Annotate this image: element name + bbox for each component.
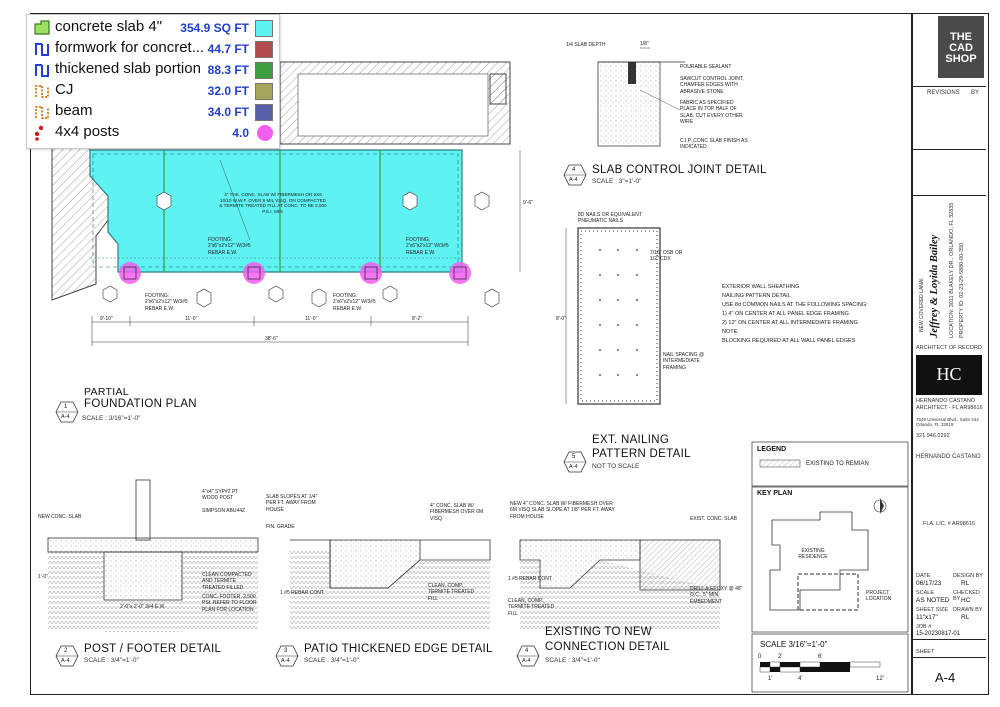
- joint-note: C.I.P. CONC SLAB FINISH AS INDICATED.: [680, 138, 748, 151]
- legend-row-posts[interactable]: [31, 123, 275, 142]
- post-section-marker: [55, 644, 79, 668]
- linear-icon: [33, 41, 51, 57]
- count-icon: [33, 125, 51, 141]
- legend-swatch: [255, 20, 273, 37]
- scale-value: AS NOTED: [916, 597, 950, 604]
- by-label: BY: [971, 90, 980, 96]
- scale-tick: 1': [768, 676, 773, 682]
- revisions-box: [913, 86, 986, 150]
- connection-section-marker: [516, 644, 540, 668]
- legend-row-cj[interactable]: [31, 81, 275, 100]
- architect-name: HERNANDO CASTANO: [916, 398, 976, 404]
- connection-note: NEW 4" CONC. SLAB W/ FIBERMESH OVER 6M VISQ SLAB SLOPE AT 1/8" PER FT. AWAY FROM HOUSE: [510, 501, 615, 520]
- joint-title: SLAB CONTROL JOINT DETAIL: [592, 164, 767, 176]
- legend-row-thickened-slab[interactable]: [31, 60, 275, 79]
- checked-label: CHECKED BY: [953, 590, 980, 602]
- architect-address: 7649 Universal Blvd., Suite 444 Orlando, FL 32819: [916, 417, 979, 427]
- marker-number: 5: [572, 454, 576, 460]
- legend-swatch: [255, 104, 273, 121]
- key-plan-project: PROJECT LOCATION: [866, 590, 892, 603]
- legend-value: 4.0: [232, 126, 249, 140]
- sheet-label: SHEET: [916, 649, 935, 655]
- architect-phone: 321.946.0292: [916, 433, 950, 439]
- date-value: 06/17/23: [916, 580, 942, 587]
- seal-name: HERNANDO CASTANO: [916, 454, 981, 460]
- spec-title: EXTERIOR WALL SHEATHING: [722, 284, 800, 290]
- client-name: Jeffrey & Loyida Bailey: [929, 234, 940, 338]
- logo-line3: SHOP: [945, 53, 977, 65]
- post-note: CONC. FOOTER, 2,500 PSI. REFER TO FLOOR PLAN FOR LOCATION: [202, 594, 257, 613]
- marker-number: 1: [64, 404, 68, 410]
- marker-sheet: A-4: [61, 658, 70, 664]
- legend-row-formwork[interactable]: [31, 39, 275, 58]
- post-marker-1: [119, 262, 141, 284]
- post-note: NEW CONC. SLAB: [38, 514, 82, 520]
- post-note: 2'-0"x 2'-0" 3#4 E.W.: [120, 604, 166, 610]
- date-label: DATE: [916, 573, 931, 579]
- plan-title-line1: PARTIAL: [84, 386, 129, 398]
- spec-line: 1) 4" ON CENTER AT ALL PANEL EDGE FRAMING: [722, 311, 849, 317]
- legend-value: 32.0 FT: [207, 84, 249, 98]
- control-joint-drawing: [598, 48, 685, 146]
- marker-sheet: A-4: [281, 658, 290, 664]
- legend-swatch: [257, 125, 273, 141]
- post-marker-2: [243, 262, 265, 284]
- footing-note: FOOTING: 2'x6"x2'x12" W/3#5 REBAR E.W.: [145, 293, 188, 312]
- connection-scale: SCALE : 3/4"=1'-0": [545, 657, 600, 664]
- legend-value: 88.3 FT: [207, 63, 249, 77]
- takeoff-legend-panel: [26, 14, 280, 149]
- nailing-scale: NOT TO SCALE: [592, 463, 640, 470]
- post-scale: SCALE : 3/4"=1'-0": [84, 657, 139, 664]
- legend-label: concrete slab 4": [55, 18, 163, 35]
- spec-line: BLOCKING REQUIRED AT ALL WALL PANEL EDGES: [722, 338, 856, 344]
- post-note: CLEAN COMPACTED AND TERMITE TREATED FILLED: [202, 572, 252, 591]
- architect-title: ARCHITECT - FL AR98616: [916, 405, 983, 411]
- legend-box-item: EXISTING TO REMIAN: [806, 461, 869, 467]
- scale-bar-drawing: [760, 662, 880, 672]
- dimension-label: 11'-0": [305, 316, 318, 322]
- marker-number: 2: [64, 648, 68, 654]
- marker-sheet: A-4: [522, 658, 531, 664]
- seal-box: [913, 451, 986, 572]
- area-icon: [33, 20, 51, 36]
- legend-row-concrete-slab[interactable]: [31, 18, 275, 37]
- nailing-height: 8'-0": [556, 316, 566, 322]
- plan-title-line2: FOUNDATION PLAN: [84, 398, 197, 410]
- property-id: PROPERTY ID: 02-23-29-5880-00-350: [959, 242, 965, 338]
- connection-note: 1 #5 REBAR CONT.: [508, 576, 553, 582]
- connection-note: CLEAN, COMP., TERMITE TREATED FILL: [508, 598, 555, 617]
- architect-heading: ARCHITECT OF RECORD: [916, 345, 982, 351]
- legend-swatch: [255, 83, 273, 100]
- spec-line: NOTE:: [722, 329, 739, 335]
- post-title: POST / FOOTER DETAIL: [84, 643, 222, 655]
- dimension-side: 9'-6": [523, 200, 533, 206]
- svg-text:HC: HC: [936, 364, 962, 384]
- marker-number: 4: [572, 167, 576, 173]
- scale-bar-title: SCALE 3/16"=1'-0": [760, 640, 828, 649]
- revisions-label: REVISIONS: [927, 90, 960, 96]
- drawn-label: DRAWN BY: [953, 607, 983, 613]
- logo-line1: THE: [950, 31, 972, 43]
- license-number: FLA. LIC. # AR98616: [923, 521, 975, 527]
- nailing-top-note: 8D NAILS OR EQUIVALENT PNEUMATIC NAILS: [578, 212, 642, 225]
- scale-tick: 2': [778, 654, 783, 660]
- sheet-number: A-4: [935, 670, 956, 685]
- post-note: SIMPSON ABU44Z: [202, 508, 246, 514]
- connection-note: EXIST. CONC. SLAB: [690, 516, 737, 522]
- marker-sheet: A-4: [569, 464, 578, 470]
- designed-label: DESIGN BY: [953, 573, 983, 579]
- dimension-label: 9'-10": [100, 316, 113, 322]
- footing-note: FOOTING: 2'x6"x2'x12" W/3#5 REBAR E.W.: [406, 237, 449, 256]
- slab-note: 4" THK. CONC. SLAB W/ FIBERMESH OR 6X6 10/10 W.W.F. OVER 6 MIL VISQ. ON COMPACTED & TERMITE TREATED FILL AT CONC. TO BE 2,500 P.S.I. MIN.: [219, 192, 327, 215]
- job-value: 15-20230817-01: [916, 631, 961, 637]
- key-plan-title: KEY PLAN: [757, 490, 793, 497]
- legend-swatch: [255, 62, 273, 79]
- patio-note: CLEAN, COMP., TERMITE TREATED FILL: [428, 583, 475, 602]
- cad-shop-logo: [938, 16, 984, 78]
- connection-title-line2: CONNECTION DETAIL: [545, 641, 671, 653]
- hc-monogram-icon: [916, 355, 982, 395]
- legend-label: formwork for concret...: [55, 39, 205, 56]
- nailing-panel: [566, 228, 660, 404]
- dimension-label: 11'-0": [185, 316, 198, 322]
- legend-label: CJ: [55, 81, 74, 98]
- legend-value: 34.0 FT: [207, 105, 249, 119]
- linear-icon: [33, 62, 51, 78]
- patio-scale: SCALE : 3/4"=1'-0": [304, 657, 359, 664]
- job-label: JOB #: [916, 624, 932, 630]
- designed-value: RL: [961, 580, 970, 587]
- patio-note: SLAB SLOPES AT 1/4" PER FT. AWAY FROM HOUSE: [266, 494, 318, 513]
- patio-note: 4" CONC. SLAB W/ FIBERMESH OVER 6M VISQ.: [430, 503, 484, 522]
- joint-note: SAWCUT CONTROL JOINT, CHAMFER EDGES WITH ABRASIVE STONE: [680, 76, 744, 95]
- scale-label: SCALE: [916, 590, 935, 596]
- spec-sub: NAILING PATTERN DETAIL: [722, 293, 791, 299]
- post-marker-3: [360, 262, 382, 284]
- post-marker-4: [449, 262, 471, 284]
- patio-title: PATIO THICKENED EDGE DETAIL: [304, 643, 493, 655]
- connection-title-line1: EXISTING TO NEW: [545, 626, 652, 638]
- marker-number: 4: [525, 648, 529, 654]
- legend-value: 44.7 FT: [207, 42, 249, 56]
- post-dim: 1'-0": [38, 574, 48, 580]
- dimension-total: 38'-6": [265, 336, 278, 342]
- legend-label: 4x4 posts: [55, 123, 120, 140]
- dimension-label: 8'-2": [412, 316, 422, 322]
- client-box: [913, 195, 986, 345]
- footing-note: FOOTING: 2'x6"x2'x12" W/3#5 REBAR E.W.: [208, 237, 251, 256]
- connection-note: DRILL & EPOXY @ 48" O.C., 5" MIN. EMBEDMENT: [690, 586, 743, 605]
- spec-line: 2) 12" ON CENTER AT ALL INTERMEDIATE FRAMING: [722, 320, 858, 326]
- architect-box: [913, 343, 986, 452]
- patio-note: FIN. GRADE: [266, 524, 295, 530]
- checked-value: HC: [961, 597, 971, 604]
- patio-note: 1 #5 REBAR CONT.: [280, 590, 325, 596]
- patio-section-marker: [275, 644, 299, 668]
- size-label: SHEET SIZE: [916, 607, 948, 613]
- project-name: NEW COVERED LANAI: [919, 278, 925, 332]
- info-grid: [913, 571, 986, 640]
- key-plan-existing: EXISTING RESIDENCE: [798, 548, 828, 561]
- joint-scale: SCALE : 3"=1'-0": [592, 178, 642, 185]
- joint-note: FABRIC AS SPECIFIED PLACE IN TOP HALF OF SLAB, CUT EVERY OTHER WIRE: [680, 100, 743, 125]
- marker-sheet: A-4: [569, 177, 578, 183]
- joint-top-label: 1/4 SLAB DEPTH: [566, 42, 606, 48]
- legend-label: beam: [55, 102, 93, 119]
- scale-tick: 0: [758, 654, 762, 660]
- scale-tick: 4': [798, 676, 803, 682]
- dashed-linear-icon: [33, 104, 51, 120]
- nailing-section-marker: [563, 450, 587, 474]
- nailing-spacing-note: NAIL SPACING @ INTERMEDIATE FRAMING: [663, 352, 704, 371]
- sheet-number-box: [913, 649, 986, 693]
- logo-line2: CAD: [949, 42, 973, 54]
- legend-label: thickened slab portion: [55, 60, 201, 77]
- marker-sheet: A-4: [61, 414, 70, 420]
- nailing-title-line2: PATTERN DETAIL: [592, 448, 691, 460]
- plan-scale: SCALE : 3/16"=1'-0": [82, 415, 141, 422]
- nailing-osb-note: 7/16" OSB OR 1/2" CDX: [650, 250, 683, 263]
- legend-swatch: [255, 41, 273, 58]
- joint-note: POURABLE SEALANT: [680, 64, 732, 70]
- plan-section-marker: [55, 400, 79, 424]
- dashed-linear-icon: [33, 83, 51, 99]
- legend-value: 354.9 SQ FT: [180, 21, 249, 35]
- post-note: 4"x4" SYP#2 PT WOOD POST: [202, 489, 239, 502]
- marker-number: 3: [284, 648, 288, 654]
- legend-box-title: LEGEND: [757, 446, 787, 453]
- scale-tick: 12': [876, 676, 884, 682]
- legend-row-beam[interactable]: [31, 102, 275, 121]
- spec-line: USE 8d COMMON NAILS AT THE FOLLOWING SPACING:: [722, 302, 868, 308]
- architect-logo: [916, 355, 982, 395]
- joint-dim: 1/8": [640, 41, 649, 47]
- scale-tick: 6': [818, 654, 823, 660]
- nailing-title-line1: EXT. NAILING: [592, 434, 670, 446]
- size-value: 11"x17": [916, 614, 938, 621]
- footing-note: FOOTING: 2'x6"x2'x12" W/3#5 REBAR E.W.: [333, 293, 376, 312]
- location: LOCATION: 3011 BLAKELY DR., ORLANDO, FL 32835: [949, 202, 955, 338]
- drawn-value: RL: [961, 614, 970, 621]
- joint-section-marker: [563, 163, 587, 187]
